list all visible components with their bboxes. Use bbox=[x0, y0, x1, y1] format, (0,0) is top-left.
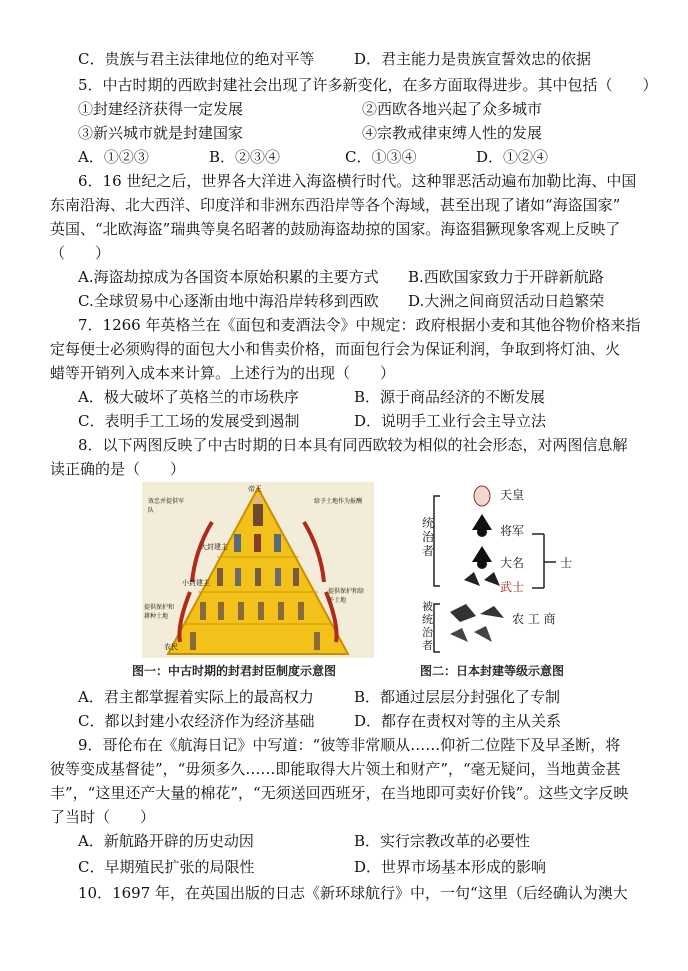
figure-1-caption: 图一：中古时期的封君封臣制度示意图 bbox=[132, 664, 337, 678]
q5-item-1: ①封建经济获得一定发展 bbox=[78, 100, 244, 118]
q7-options-cd bbox=[78, 410, 678, 432]
q8-options-cd bbox=[78, 710, 678, 732]
rank-shi-bracket: 士 bbox=[560, 556, 573, 570]
pyramid-level-vassal: 小封建主 bbox=[182, 579, 210, 587]
q4-options-cd bbox=[78, 48, 678, 70]
q9-option-a[interactable]: A．新航路开辟的历史动因 bbox=[78, 832, 254, 850]
q9-option-c[interactable]: C．早期殖民扩张的局限性 bbox=[78, 858, 255, 876]
q5-stem: 5．中古时期的西欧封建社会出现了许多新变化，在多方面取得进步。其中包括（ ） bbox=[78, 76, 658, 94]
figure-japan-hierarchy bbox=[420, 482, 580, 658]
q6-stem-line-4: （ ） bbox=[50, 244, 111, 262]
pyramid-note-right-1: 给予土地作为报酬 bbox=[314, 498, 363, 505]
q9-stem-line-2: 彼等变成基督徒”，“毋须多久……即能取得大片领土和财产”，“毫无疑问，当地黄金甚 bbox=[50, 760, 621, 778]
q5-item-4: ④宗教戒律束缚人性的发展 bbox=[362, 124, 543, 142]
q7-option-a[interactable]: A．极大破坏了英格兰的市场秩序 bbox=[78, 388, 299, 406]
q6-options-cd bbox=[78, 290, 678, 312]
rank-shogun: 将军 bbox=[500, 524, 525, 538]
q6-option-a[interactable]: A.海盗劫掠成为各国资本原始积累的主要方式 bbox=[78, 268, 379, 286]
ruled-label: 被统治者 bbox=[422, 600, 433, 652]
q4-option-d[interactable]: D．君主能力是贵族宣誓效忠的依据 bbox=[354, 50, 592, 68]
q5-items-12 bbox=[78, 98, 678, 120]
q6-option-b[interactable]: B.西欧国家致力于开辟新航路 bbox=[408, 268, 604, 286]
pyramid-note-left-1: 效忠并提供军队 bbox=[148, 498, 185, 514]
q7-option-b[interactable]: B．源于商品经济的不断发展 bbox=[354, 388, 546, 406]
q7-stem-line-3: 蜡等开销列入成本来计算。上述行为的出现（ ） bbox=[50, 364, 396, 382]
q5-items-34 bbox=[78, 122, 678, 144]
q9-stem-line-1: 9．哥伦布在《航海日记》中写道：“彼等非常顺从……仰祈二位陛下及早圣断，将 bbox=[78, 736, 621, 754]
pyramid-level-lord: 大封建主 bbox=[200, 543, 228, 551]
q9-options-ab bbox=[78, 830, 678, 852]
q5-option-b[interactable]: B．②③④ bbox=[209, 148, 281, 166]
q6-stem-line-3: 英国、“北欧海盗”瑞典等臭名昭著的鼓励海盗劫掠的国家。海盗猖獗现象客观上反映了 bbox=[50, 220, 621, 238]
q5-item-2: ②西欧各地兴起了众多城市 bbox=[362, 100, 543, 118]
q9-stem-line-4: 了当时（ ） bbox=[50, 808, 156, 826]
q8-option-b[interactable]: B．都通过层层分封强化了专制 bbox=[354, 688, 561, 706]
figure-2-caption: 图二：日本封建等级示意图 bbox=[420, 664, 565, 678]
q7-option-d[interactable]: D．说明手工业行会主导立法 bbox=[354, 412, 547, 430]
q6-option-c[interactable]: C.全球贸易中心逐渐由地中海沿岸转移到西欧 bbox=[78, 292, 379, 310]
q9-option-d[interactable]: D．世界市场基本形成的影响 bbox=[354, 858, 547, 876]
q5-item-3: ③新兴城市就是封建国家 bbox=[78, 124, 244, 142]
q9-options-cd bbox=[78, 856, 678, 878]
q10-stem-line-1: 10．1697 年，在英国出版的日志《新环球航行》中，一句“这里（后经确认为澳大 bbox=[78, 884, 628, 902]
q9-option-b[interactable]: B．实行宗教改革的必要性 bbox=[354, 832, 531, 850]
rank-samurai: 武士 bbox=[500, 580, 525, 594]
pyramid-note-right-2: 提供保护和给予土地 bbox=[328, 588, 365, 604]
rank-daimyo: 大名 bbox=[500, 556, 525, 570]
q7-stem-line-1: 7．1266 年英格兰在《面包和麦酒法令》中规定：政府根据小麦和其他谷物价格来指 bbox=[78, 316, 641, 334]
q6-stem-line-1: 6．16 世纪之后，世界各大洋进入海盗横行时代。这种罪恶活动遍布加勒比海、中国 bbox=[78, 172, 637, 190]
q8-option-a[interactable]: A．君主都掌握着实际上的最高权力 bbox=[78, 688, 314, 706]
q8-option-d[interactable]: D．都存在责权对等的主从关系 bbox=[354, 712, 562, 730]
q8-stem-line-2: 读正确的是（ ） bbox=[50, 460, 186, 478]
rank-emperor: 天皇 bbox=[500, 488, 525, 502]
pyramid-level-peasant: 农民 bbox=[164, 643, 178, 651]
q4-option-c[interactable]: C．贵族与君主法律地位的绝对平等 bbox=[78, 50, 315, 68]
figure-feudal-pyramid bbox=[142, 482, 374, 658]
commoners-label: 农 工 商 bbox=[512, 612, 556, 626]
q8-options-ab bbox=[78, 686, 678, 708]
ruler-label: 统治者 bbox=[422, 516, 435, 558]
q7-stem-line-2: 定每便士必须购得的面包大小和售卖价格，而面包行会为保证利润，争取到将灯油、火 bbox=[50, 340, 621, 358]
q6-options-ab bbox=[78, 266, 678, 288]
q8-stem-line-1: 8．以下两图反映了中古时期的日本具有同西欧较为相似的社会形态，对两图信息解 bbox=[78, 436, 628, 454]
pyramid-note-left-2: 提供保护和耕种土地 bbox=[144, 604, 175, 620]
q8-option-c[interactable]: C．都以封建小农经济作为经济基础 bbox=[78, 712, 315, 730]
q9-stem-line-3: 丰”，“这里还产大量的棉花”，“无须送回西班牙，在当地即可卖好价钱”。这些文字反映 bbox=[50, 784, 629, 802]
q5-option-c[interactable]: C．①③④ bbox=[345, 148, 417, 166]
q6-stem-line-2: 东南沿海、北大西洋、印度洋和非洲东西沿岸等各个海域，甚至出现了诸如“海盗国家” bbox=[50, 196, 621, 214]
q7-options-ab bbox=[78, 386, 678, 408]
q7-option-c[interactable]: C．表明手工工场的发展受到遏制 bbox=[78, 412, 300, 430]
q5-options bbox=[78, 146, 638, 168]
q5-option-a[interactable]: A．①②③ bbox=[78, 148, 149, 166]
pyramid-level-king: 帝王 bbox=[248, 485, 262, 493]
q6-option-d[interactable]: D.大洲之间商贸活动日趋繁荣 bbox=[408, 292, 605, 310]
q5-option-d[interactable]: D．①②④ bbox=[476, 148, 549, 166]
